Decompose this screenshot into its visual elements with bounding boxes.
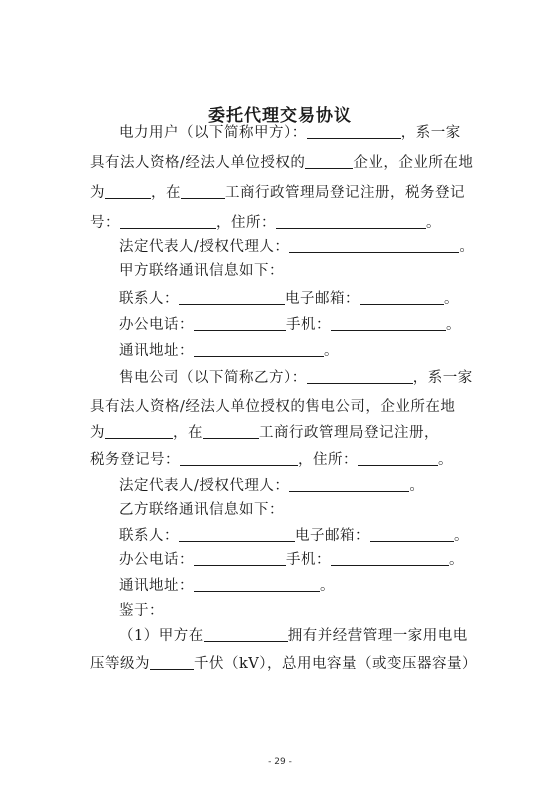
party-a-text: 。 <box>324 343 339 359</box>
party-a-residence-blank <box>276 214 426 229</box>
party-a-address-label: 通讯地址： <box>119 343 194 359</box>
party-a-mobile-label: 手机： <box>286 317 331 333</box>
party-a-text: ，在 <box>151 185 181 201</box>
party-b-text: ，系一家 <box>412 370 473 386</box>
party-b-text: 。 <box>454 528 469 544</box>
party-b-address-line <box>119 577 335 595</box>
party-b-residence-blank <box>358 451 438 466</box>
party-b-text: 为 <box>90 425 105 441</box>
party-a-line-1 <box>119 124 461 142</box>
party-b-line-1 <box>119 369 473 387</box>
party-b-mobile-label: 手机： <box>286 552 331 568</box>
party-b-text: 。 <box>438 452 453 468</box>
party-a-contact-line <box>119 290 459 308</box>
party-a-text: 。 <box>459 239 475 255</box>
party-b-contact-label: 联系人： <box>119 528 179 544</box>
party-a-email-label: 电子邮箱： <box>285 291 360 307</box>
party-b-line-3 <box>90 424 439 442</box>
party-b-text: ，在 <box>173 425 203 441</box>
party-b-text: 工商行政管理局登记注册， <box>259 425 439 441</box>
party-a-location-blank <box>105 184 151 199</box>
party-a-text: 具有法人资格/经法人单位授权的 <box>90 155 306 171</box>
party-a-text: 。 <box>446 317 461 333</box>
party-b-text: ，住所： <box>298 452 358 468</box>
party-a-mobile-blank <box>331 316 446 331</box>
party-b-phone-label: 办公电话： <box>119 552 194 568</box>
party-a-contact-blank <box>179 290 285 305</box>
party-a-phone-label: 办公电话： <box>119 317 194 333</box>
party-b-contact-blank <box>179 527 295 542</box>
party-b-address-blank <box>194 577 320 592</box>
party-a-line-2 <box>90 154 473 172</box>
party-b-tax-label: 税务登记号： <box>90 452 180 468</box>
party-a-bureau-blank <box>181 184 225 199</box>
party-a-text: ，住所： <box>216 215 276 231</box>
party-b-contact-line <box>119 527 469 545</box>
party-b-text: 。 <box>449 552 464 568</box>
party-a-contact-label: 联系人： <box>119 291 179 307</box>
whereas-voltage-blank <box>150 655 194 670</box>
party-a-text: 为 <box>90 185 105 201</box>
party-a-text: ，系一家 <box>400 125 461 141</box>
party-a-text: 企业，企业所在地 <box>353 155 474 171</box>
party-b-phone-blank <box>194 551 286 566</box>
party-a-line-3 <box>90 184 465 202</box>
whereas-text: （1）甲方在 <box>119 628 204 644</box>
party-a-address-line <box>119 342 339 360</box>
party-a-enterprise-type-blank <box>305 154 353 169</box>
party-b-representative <box>119 477 424 495</box>
party-b-line-2: 具有法人资格/经法人单位授权的售电公司，企业所在地 <box>90 399 456 415</box>
page-number: - 29 - <box>268 757 292 767</box>
party-b-email-blank <box>370 527 454 542</box>
party-a-phone-line <box>119 316 461 334</box>
party-b-location-blank <box>105 424 173 439</box>
party-a-phone-blank <box>194 316 286 331</box>
whereas-clause-1-line-1 <box>119 627 468 645</box>
document-title: 委托代理交易协议 <box>208 106 352 126</box>
whereas-heading: 鉴于： <box>119 603 164 619</box>
party-b-name-blank <box>307 369 413 384</box>
party-b-rep-label: 法定代表人/授权代理人： <box>119 478 290 494</box>
party-b-bureau-blank <box>203 424 259 439</box>
whereas-text: 千伏（kV），总用电容量（或变压器容量） <box>194 656 478 672</box>
party-b-text: 。 <box>320 578 335 594</box>
whereas-location-blank <box>204 627 288 642</box>
party-b-contact-heading: 乙方联络通讯信息如下： <box>119 502 284 518</box>
whereas-text: 压等级为 <box>90 656 150 672</box>
party-a-email-blank <box>360 290 444 305</box>
party-a-text: 。 <box>444 291 459 307</box>
party-b-line-4 <box>90 451 453 469</box>
party-a-contact-heading: 甲方联络通讯信息如下： <box>119 263 284 279</box>
party-a-label: 电力用户（以下简称甲方）： <box>119 125 307 141</box>
party-a-name-blank <box>307 124 401 139</box>
party-a-address-blank <box>194 342 324 357</box>
party-a-rep-label: 法定代表人/授权代理人： <box>119 239 290 255</box>
party-a-representative <box>119 238 474 256</box>
party-a-rep-blank <box>289 238 459 253</box>
party-b-mobile-blank <box>331 551 449 566</box>
party-a-text: 号： <box>90 215 120 231</box>
party-b-phone-line <box>119 551 464 569</box>
party-a-text: 。 <box>426 215 441 231</box>
party-b-rep-blank <box>289 477 409 492</box>
party-b-address-label: 通讯地址： <box>119 578 194 594</box>
party-a-text: 工商行政管理局登记注册，税务登记 <box>225 185 465 201</box>
party-a-line-4 <box>90 214 441 232</box>
party-b-email-label: 电子邮箱： <box>295 528 370 544</box>
party-b-label: 售电公司（以下简称乙方）： <box>119 370 307 386</box>
whereas-clause-1-line-2 <box>90 655 477 673</box>
party-b-tax-id-blank <box>180 451 298 466</box>
party-a-tax-id-blank <box>120 214 216 229</box>
party-b-text: 。 <box>409 478 425 494</box>
whereas-text: 拥有并经营管理一家用电电 <box>287 628 468 644</box>
